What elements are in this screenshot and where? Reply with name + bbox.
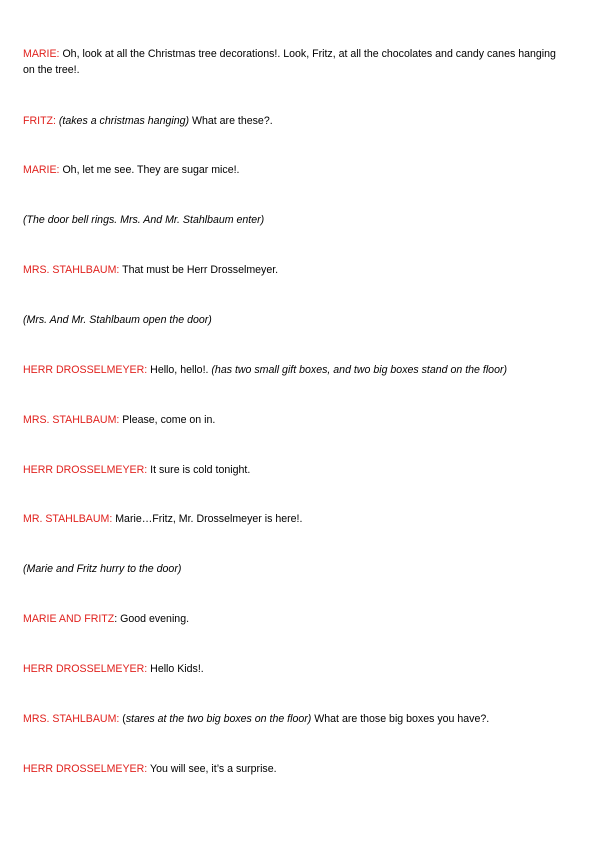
speaker-name: HERR DROSSELMEYER: — [23, 663, 148, 675]
dialogue-text: You will see, it’s a surprise. — [147, 763, 277, 775]
speaker-name: MRS. STAHLBAUM: — [23, 264, 120, 276]
dialogue-text: What are those big boxes you have?. — [311, 713, 490, 725]
speaker-name: MR. STAHLBAUM: — [23, 513, 113, 525]
stage-direction: (Mrs. And Mr. Stahlbaum open the door) — [23, 314, 212, 326]
stage-direction-line — [23, 561, 568, 577]
speaker-name: FRITZ: — [23, 115, 56, 127]
script-line — [23, 362, 568, 378]
script-line — [23, 462, 568, 478]
stage-direction: (Marie and Fritz hurry to the door) — [23, 563, 182, 575]
speaker-name: HERR DROSSELMEYER: — [23, 464, 148, 476]
stage-direction: (takes a christmas hanging) — [55, 115, 190, 127]
dialogue-text: What are these?. — [189, 115, 273, 127]
stage-direction: stares at the two big boxes on the floor) — [125, 713, 312, 725]
dialogue-text: That must be Herr Drosselmeyer. — [119, 264, 279, 276]
stage-direction-line — [23, 312, 568, 328]
speaker-name: MRS. STAHLBAUM: — [23, 414, 120, 426]
script-line — [23, 661, 568, 677]
speaker-name: HERR DROSSELMEYER: — [23, 763, 148, 775]
script-line — [23, 412, 568, 428]
script-line — [23, 611, 568, 627]
script-line — [23, 162, 568, 178]
dialogue-text: Hello, hello!. — [147, 364, 212, 376]
stage-direction-line — [23, 212, 568, 228]
stage-direction: (The door bell rings. Mrs. And Mr. Stahlbaum enter) — [23, 214, 265, 226]
dialogue-text: ( — [119, 713, 126, 725]
dialogue-text: Marie…Fritz, Mr. Drosselmeyer is here!. — [112, 513, 303, 525]
dialogue-text: Hello Kids!. — [147, 663, 204, 675]
stage-direction: (has two small gift boxes, and two big boxes stand on the floor) — [211, 364, 508, 376]
speaker-name: MRS. STAHLBAUM: — [23, 713, 120, 725]
script-line — [23, 113, 568, 129]
speaker-name: MARIE: — [23, 48, 60, 60]
speaker-name: HERR DROSSELMEYER: — [23, 364, 148, 376]
script-line — [23, 761, 568, 777]
script-line — [23, 711, 568, 727]
dialogue-text: It sure is cold tonight. — [147, 464, 251, 476]
dialogue-text: Oh, let me see. They are sugar mice!. — [59, 164, 240, 176]
speaker-name: MARIE: — [23, 164, 60, 176]
dialogue-text: : Good evening. — [114, 613, 190, 625]
dialogue-text: Oh, look at all the Christmas tree decorations!. Look, Fritz, at all the chocolates and candy canes hanging on the tree!. — [23, 48, 556, 76]
dialogue-text: Please, come on in. — [119, 414, 216, 426]
speaker-name: MARIE AND FRITZ — [23, 613, 115, 625]
script-line — [23, 262, 568, 278]
script-line — [23, 46, 568, 78]
script-line — [23, 511, 568, 527]
